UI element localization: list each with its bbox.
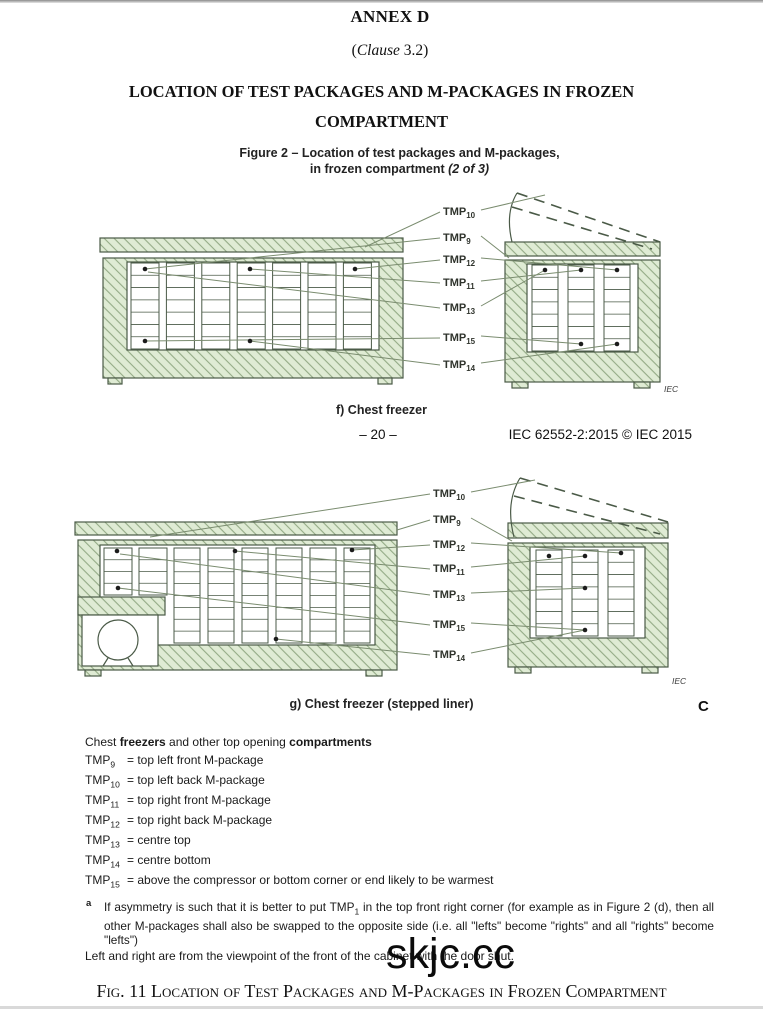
notes-intro: Chest freezers and other top opening compartments <box>85 735 372 749</box>
figure2-caption <box>18 145 763 177</box>
lid <box>100 238 403 252</box>
figure2-caption-line2 <box>18 161 763 177</box>
foot <box>108 378 122 384</box>
chest-freezer-diagram-f <box>0 185 763 400</box>
tmp-definition-12: $TMP_{12}$ = top right back M-package <box>85 813 273 830</box>
tmp-definition-9: $TMP_9$ = top left front M-package <box>85 753 264 770</box>
tmp-label: $TMP_{10}$ <box>443 206 476 220</box>
closing-line: Left and right are from the viewpoint of the front of the cabinet with the door shut. <box>85 949 514 963</box>
page-top-border <box>0 0 763 3</box>
tmp-label: $TMP_9$ <box>433 514 461 528</box>
tmp-label: $TMP_9$ <box>443 232 471 246</box>
liner-step <box>78 597 165 615</box>
tmp-dot <box>579 268 584 273</box>
footnote-text: If asymmetry is such that it is better to put $TMP_1$ in the top front right corner (for example as in Figure 2 (d), then all other M-packages shall also be swapped to the opposite side (i.e. all "lefts" become "rights" and all "rights" become "lefts") <box>104 900 714 948</box>
page-title <box>0 77 763 137</box>
figure2-caption-line2-main: in frozen compartment <box>309 162 449 176</box>
tmp-dot <box>115 549 120 554</box>
open-lid-dashed <box>512 193 660 249</box>
tmp-label: $TMP_{15}$ <box>433 619 466 633</box>
clause-open: ( <box>351 42 357 59</box>
lid-hinge <box>509 193 517 242</box>
tmp-labels <box>433 488 466 663</box>
foot <box>85 670 101 676</box>
fig-g-caption: g) Chest freezer (stepped liner) <box>289 697 474 711</box>
tmp-definition-11: $TMP_{11}$ = top right front M-package <box>85 793 271 810</box>
tmp-label: $TMP_{13}$ <box>433 589 466 603</box>
fig-f-caption: f) Chest freezer <box>336 403 427 417</box>
tmp-dot <box>143 339 148 344</box>
running-header <box>0 427 763 445</box>
figure2-caption-line2-italic: (2 of 3) <box>448 162 490 176</box>
tmp-dot <box>116 586 121 591</box>
leader-line <box>397 520 430 530</box>
foot <box>512 382 528 388</box>
watermark: skjc.cc <box>386 930 515 978</box>
tmp-label: $TMP_{12}$ <box>443 254 476 268</box>
clause-line <box>0 42 763 60</box>
tmp-label: $TMP_{14}$ <box>433 649 466 663</box>
tmp-labels <box>443 206 476 373</box>
tmp-dot <box>274 637 279 642</box>
footnote-marker: a <box>86 898 92 909</box>
tmp-label: $TMP_{11}$ <box>433 563 465 577</box>
tmp-dot <box>579 342 584 347</box>
package-stacks <box>532 265 630 351</box>
tmp-dot <box>547 554 552 559</box>
chest-freezer-diagram-g <box>0 468 763 690</box>
package-stacks <box>131 263 371 349</box>
foot <box>634 382 650 388</box>
foot <box>378 378 392 384</box>
iec-credit: IEC <box>672 676 687 686</box>
compressor <box>98 620 138 660</box>
tmp-label: $TMP_{14}$ <box>443 359 476 373</box>
tmp-dot <box>615 342 620 347</box>
clause-word: Clause <box>356 42 400 59</box>
page-title-line1: LOCATION OF TEST PACKAGES AND M-PACKAGES IN FROZEN <box>128 82 635 101</box>
tmp-dot <box>583 554 588 559</box>
package-stacks <box>536 550 634 636</box>
iec-credit: IEC <box>664 384 679 394</box>
tmp-dot <box>543 268 548 273</box>
annex-title: ANNEX D <box>350 7 430 26</box>
page-number: – 20 – <box>359 427 397 442</box>
clause-rest: 3.2) <box>399 42 429 59</box>
tmp-dot <box>233 549 238 554</box>
foot <box>366 670 382 676</box>
tmp-dot <box>583 628 588 633</box>
tmp-label: $TMP_{13}$ <box>443 302 476 316</box>
tmp-dot <box>615 268 620 273</box>
tmp-definition-15: $TMP_{15}$ = above the compressor or bottom corner or end likely to be warmest <box>85 873 494 890</box>
leader-line <box>471 518 512 541</box>
tmp-label: $TMP_{12}$ <box>433 539 466 553</box>
tmp-dot <box>248 339 253 344</box>
tmp-dot <box>350 548 355 553</box>
tmp-dot <box>143 267 148 272</box>
tmp-dot <box>619 551 624 556</box>
tmp-label: $TMP_{10}$ <box>433 488 466 502</box>
figure-11-caption: Fig. 11 Location of Test Packages and M-Packages in Frozen Compartment <box>96 981 667 1001</box>
document-reference: IEC 62552-2:2015 © IEC 2015 <box>508 427 692 442</box>
tmp-dot <box>248 267 253 272</box>
tmp-label: $TMP_{11}$ <box>443 277 475 291</box>
stray-annotation-c: C <box>698 698 709 715</box>
foot <box>642 667 658 673</box>
page-title-line2: COMPARTMENT <box>315 112 448 131</box>
tmp-definition-14: $TMP_{14}$ = centre bottom <box>85 853 211 870</box>
tmp-dot <box>583 586 588 591</box>
tmp-label: $TMP_{15}$ <box>443 332 476 346</box>
tmp-dot <box>353 267 358 272</box>
foot <box>515 667 531 673</box>
figure2-caption-line1: Figure 2 – Location of test packages and M-packages, <box>239 146 560 160</box>
tmp-definition-13: $TMP_{13}$ = centre top <box>85 833 191 850</box>
tmp-definition-10: $TMP_{10}$ = top left back M-package <box>85 773 265 790</box>
leader-line <box>471 480 535 492</box>
